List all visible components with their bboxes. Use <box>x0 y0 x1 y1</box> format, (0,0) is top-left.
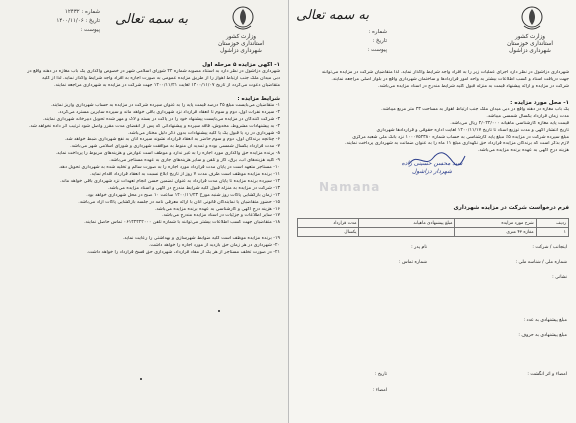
right-intro <box>297 70 569 91</box>
intro-line: شهرداری دزاشول در نظر دارد اجرای عملیات زیر را به افراد واجد شرایط واگذار نماید. لذا متقاضیان شرکت در مزایده می‌توانند <box>321 70 569 75</box>
condition-line: ۶- چنانچه برندگان اول، دوم و سوم حاضر به انعقاد قرارداد نشوند سپرده آنان به نفع شهرداری ضبط خواهد شد. <box>64 137 280 143</box>
condition-line: ۲- سپرده نفرات اول، دوم و سوم تا انعقاد قرارداد نزد شهرداری باقی خواهد ماند و سپرده سایرین مسترد می‌گردد. <box>57 109 280 115</box>
bottom-date: تاریخ : <box>374 372 387 377</box>
right-org-lines <box>495 34 565 55</box>
form-field: اینجانب / شرکت : <box>532 245 567 250</box>
item-line: یک باب مغازه در دهنه واقع در دبی میدان ملک جنب ارتباط اهواز به مساحت ۴۳ متر مربع میباشد. <box>381 106 569 112</box>
signature-scribble <box>407 150 467 170</box>
watermark-overlay: Namana <box>319 180 381 194</box>
form-field: امضاء و اثر انگشت : <box>527 372 567 377</box>
left-announcement <box>8 62 280 90</box>
condition-line: ۱۱- برنده مزایده موظف است ظرف مدت ۷ روز از تاریخ ابلاغ نسبت به انعقاد قرارداد اقدام نماید. <box>90 171 280 177</box>
government-emblem-icon <box>228 4 258 34</box>
right-handwritten-title: به سمه تعالی <box>296 8 369 23</box>
condition-line: ۷- مدت قرارداد یکسال شمسی بوده و تمدید آن منوط به موافقت شهرداری و شورای اسلامی شهر می‌باشد. <box>70 144 280 150</box>
form-field: نام پدر : <box>411 245 427 250</box>
right-meta <box>367 28 387 55</box>
scan-mark <box>140 378 142 380</box>
left-conditions <box>8 96 280 227</box>
item-line: لازم بذکر است که برندگان مزایده قرارداد حق نگهداری مبلغ ۱۱ ماه را به عنوان ضمانت به شهرداری پرداخت نمایند. <box>344 141 569 147</box>
form-field: شماره ملی / شناسه ملی : <box>515 260 567 265</box>
org-line: شهرداری دزاشول <box>509 48 551 54</box>
table-cell: مغازه ۴۳ متری <box>455 228 536 237</box>
form-field: مبلغ پیشنهادی به حروف : <box>518 333 567 338</box>
org-line: شهرداری دزاشول <box>220 48 262 54</box>
bid-form-table <box>297 218 569 237</box>
table-row <box>298 228 569 237</box>
condition-line: ۱۶- هزینه درج آگهی و کارشناسی به عهده برنده مزایده می‌باشد. <box>154 206 280 212</box>
announcement-line: متقاضیان دعوت می‌گردد از تاریخ ۱۴۰۰/۱۱/۰۷ لغایت ۱۴۰۰/۱۱/۲۱ جهت شرکت در مزایده به شهرداری مراجعه نمایند. <box>53 82 280 88</box>
conditions-heading: شرایط مزایده : <box>237 96 280 102</box>
condition-line: ۴- به پیشنهادات مشروط، مخدوش، فاقد سپرده و پیشنهاداتی که پس از انقضای مدت مقرر واصل شود ترتیب اثر داده نخواهد شد. <box>28 123 280 129</box>
condition-line: ۱۳- شرکت در مزایده به منزله قبول کلیه شرایط مندرج در آگهی و اسناد مزایده می‌باشد. <box>107 185 280 191</box>
intro-line: جهت دریافت اسناد و کسب اطلاعات بیشتر به واحد امور قراردادها و ساختمان شهرداری واقع در بلوار اصلی مراجعه نمایند. <box>331 76 569 82</box>
form-field: نشانی : <box>552 275 567 280</box>
form-title: فرم درخواست شرکت در مزایده شهرداری <box>453 205 569 211</box>
item-line: هزینه درج آگهی به عهده برنده مزایده می‌باشد. <box>477 148 569 154</box>
condition-line: ۱۰- مستاجر متعهد است در پایان مدت قرارداد مورد اجاره را به صورت سالم و تخلیه شده به شهرداری تحویل دهد. <box>58 165 280 171</box>
condition-line: ۹- کلیه هزینه‌های آب، برق، گاز و تلفن و سایر هزینه‌های جاری به عهده مستاجر می‌باشد. <box>109 158 280 164</box>
section-heading: ۱- محل مورد مزایده : <box>510 100 569 106</box>
right-page <box>288 0 576 423</box>
form-field: شماره تماس : <box>399 260 427 265</box>
left-org-lines <box>206 34 276 55</box>
scan-mark <box>218 310 220 312</box>
stamp-line: سید محسن حسینی زاده <box>401 160 463 167</box>
left-handwritten-title: به سمه تعالی <box>115 12 188 27</box>
form-field: مبلغ پیشنهادی به عدد : <box>523 318 567 323</box>
org-line: وزارت کشور <box>226 34 256 40</box>
table-cell: ۱ <box>536 228 568 237</box>
table-header: مبلغ پیشنهادی ماهیانه <box>359 219 455 228</box>
table-cell: یکسال <box>298 228 359 237</box>
condition-line: ۳- شرکت کنندگان در مزایده می‌بایست پیشنهاد خود را در پاکت در بسته و لاک و مهر شده تحویل دبیرخانه شهرداری نمایند. <box>42 116 280 122</box>
announcement-line: دبی میدان ملک جنب ارتباط اهواز را از طریق مزایده عمومی به صورت اجاره به افراد واجد شرایط واگذار نماید. لذا از کلیه <box>42 75 280 81</box>
meta-date: تاریخ : <box>372 38 387 44</box>
government-emblem-icon <box>517 4 547 34</box>
bottom-signature: امضاء : <box>372 388 387 393</box>
table-cell <box>359 228 455 237</box>
intro-line: شرکت در مزایده و ارائه پیشنهاد قیمت به منزله قبول کلیه شرایط مندرج در اسناد مزایده می‌باشد. <box>378 83 569 89</box>
org-line: استانداری خوزستان <box>507 41 553 47</box>
meta-attachment: پیوست : <box>367 47 387 53</box>
meta-attachment: پیوست : <box>80 27 100 33</box>
table-header: مدت قرارداد <box>298 219 359 228</box>
org-line: استانداری خوزستان <box>218 41 264 47</box>
item-line: مدت زمان قرارداد یکسال شمسی میباشد. <box>486 113 569 119</box>
left-meta <box>10 8 100 35</box>
meta-number: شماره : <box>368 29 387 35</box>
announcement-line: شهرداری دزاشول در نظر دارد به استناد مصوبه شماره ۴۲ شورای اسلامی شهر در خصوص واگذاری یک باب مغازه در دهنه واقع در <box>27 68 280 74</box>
item-line: تاریخ انتشار آگهی و مدت توزیع اسناد تا تاریخ ۱۴۰۰/۱۱/۱۷ لغایت اداره حقوقی و قراردادها شهرداری <box>376 127 569 133</box>
right-items <box>297 100 569 155</box>
condition-line: ۱۵- حضور متقاضیان یا نمایندگان قانونی آنان با ارائه معرفی نامه در جلسه بازگشایی پاکات آزاد می‌باشد. <box>78 199 280 205</box>
table-header: ردیف <box>536 219 568 228</box>
closing-line: ۲۰- شهرداری در هر زمان حق بازدید از مورد اجاره را خواهد داشت. <box>148 242 280 248</box>
org-line: وزارت کشور <box>515 34 545 40</box>
stamp-line: شهردار دزاشول <box>412 168 452 175</box>
table-header: شرح مورد مزایده <box>455 219 536 228</box>
closing-line: ۱۹- برنده مزایده موظف است کلیه ضوابط شهرسازی و بهداشتی را رعایت نماید. <box>122 236 280 241</box>
condition-line: ۵- شهرداری در رد یا قبول یک یا کلیه پیشنهادات بدون ذکر دلیل مختار می‌باشد. <box>127 130 280 136</box>
condition-line: ۸- برنده مزایده حق واگذاری مورد اجاره را به غیر ندارد و موظف است عوارض و هزینه‌های مربوط را پرداخت نماید. <box>55 151 280 157</box>
item-line: مبلغ سپرده شرکت در مزایده ۵٪ مبلغ پایه کارشناسی به حساب شماره ۱۰۰۰۷۵۴۳۸۰ نزد بانک ملی شعبه مرکزی <box>352 134 569 140</box>
meta-number: شماره : ۱۲۴۳۲ <box>64 9 100 15</box>
condition-line: ۱- متقاضیان می‌بایست مبلغ ۲۵ درصد قیمت پایه را به عنوان سپرده شرکت در مزایده به حساب شهرداری واریز نمایند. <box>50 102 280 108</box>
condition-line: ۱۷- سایر اطلاعات و جزئیات در اسناد مزایده مندرج می‌باشد. <box>161 213 280 219</box>
condition-line: ۱۸- متقاضیان جهت کسب اطلاعات بیشتر می‌توانند با شماره تلفن ۰۶۱۴۲۴۲۲۰۰۰ تماس حاصل نمایند. <box>84 220 280 226</box>
condition-line: ۱۲- سپرده برنده مزایده تا پایان مدت قرارداد به عنوان تضمین حسن انجام تعهدات نزد شهرداری باقی خواهد ماند. <box>59 178 280 184</box>
closing-line: ۲۱- در صورت تخلف مستاجر از هر یک از مفاد قرارداد، شهرداری حق فسخ قرارداد را خواهد داشت. <box>86 249 280 255</box>
meta-date: تاریخ : ۱۴۰۰/۱۱/۰۶ <box>56 18 100 24</box>
announcement-heading: ۱- آگهی مزایده ۵ مرحله اول <box>202 62 280 68</box>
item-line: قیمت پایه مغازه کارشناسی ماهیانه ۲/۰۲۲/۰۰۰ ریال می‌باشد. <box>450 120 569 126</box>
condition-line: ۱۴- زمان بازگشایی پاکات روز شنبه مورخ ۱۴۰۰/۱۱/۲۳ ساعت ۱۰ صبح در محل شهرداری خواهد بود. <box>86 192 280 198</box>
left-closing <box>8 236 280 257</box>
table-header-row <box>298 219 569 228</box>
